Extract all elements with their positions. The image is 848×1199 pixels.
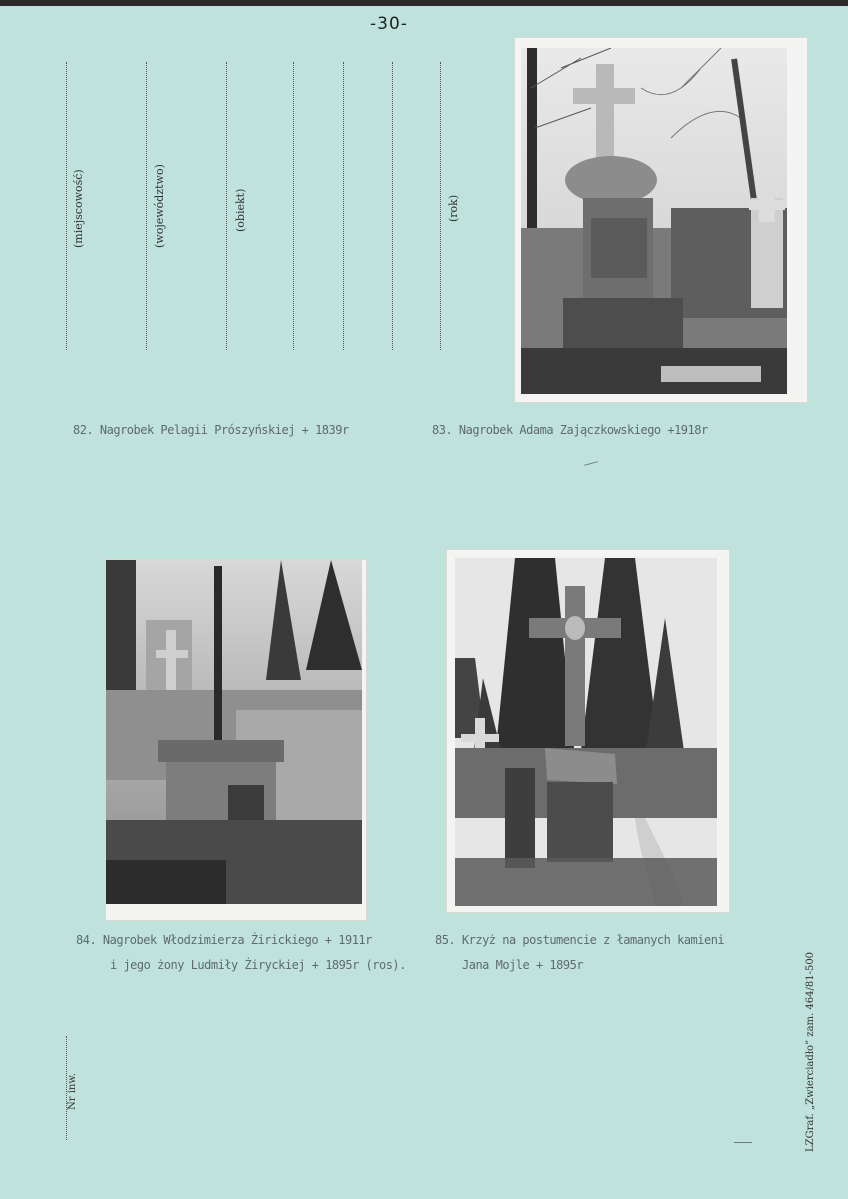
photo-83	[515, 38, 807, 402]
photo-84	[106, 560, 366, 920]
form-label-object: (obiekt)	[234, 188, 247, 232]
photo-83-image	[521, 48, 787, 394]
photo-85-image	[455, 558, 717, 906]
pencil-mark-bottom	[734, 1142, 752, 1143]
form-line-locality	[66, 62, 67, 350]
form-line-extra-1	[293, 62, 294, 350]
form-line-extra-3	[392, 62, 393, 350]
caption-84-line1: 84. Nagrobek Włodzimierza Żirickiego + 1911r	[76, 933, 372, 947]
form-label-year: (rok)	[447, 194, 460, 222]
form-line-extra-2	[343, 62, 344, 350]
printer-note: LZGraf. „Zwierciadło” zam. 464/81-500	[805, 951, 816, 1152]
form-line-object	[226, 62, 227, 350]
caption-85-line2: Jana Mojle + 1895r	[462, 958, 584, 972]
form-label-locality: (miejscowość)	[72, 169, 85, 248]
form-label-voivodeship: (województwo)	[153, 164, 166, 248]
caption-82: 82. Nagrobek Pelagii Prószyńskiej + 1839r	[73, 423, 349, 437]
page-number: -30-	[370, 14, 408, 34]
inventory-label: Nr inw.	[67, 1073, 78, 1110]
caption-85-line1: 85. Krzyż na postumencie z łamanych kamieni	[435, 933, 725, 947]
form-line-voivodeship	[146, 62, 147, 350]
photo-84-image	[106, 560, 362, 904]
photo-85	[447, 550, 729, 912]
caption-83: 83. Nagrobek Adama Zajączkowskiego +1918r	[432, 423, 708, 437]
form-line-year	[440, 62, 441, 350]
pencil-mark	[584, 461, 598, 466]
caption-84-line2: i jego żony Ludmiły Żiryckiej + 1895r (ros).	[110, 958, 406, 972]
